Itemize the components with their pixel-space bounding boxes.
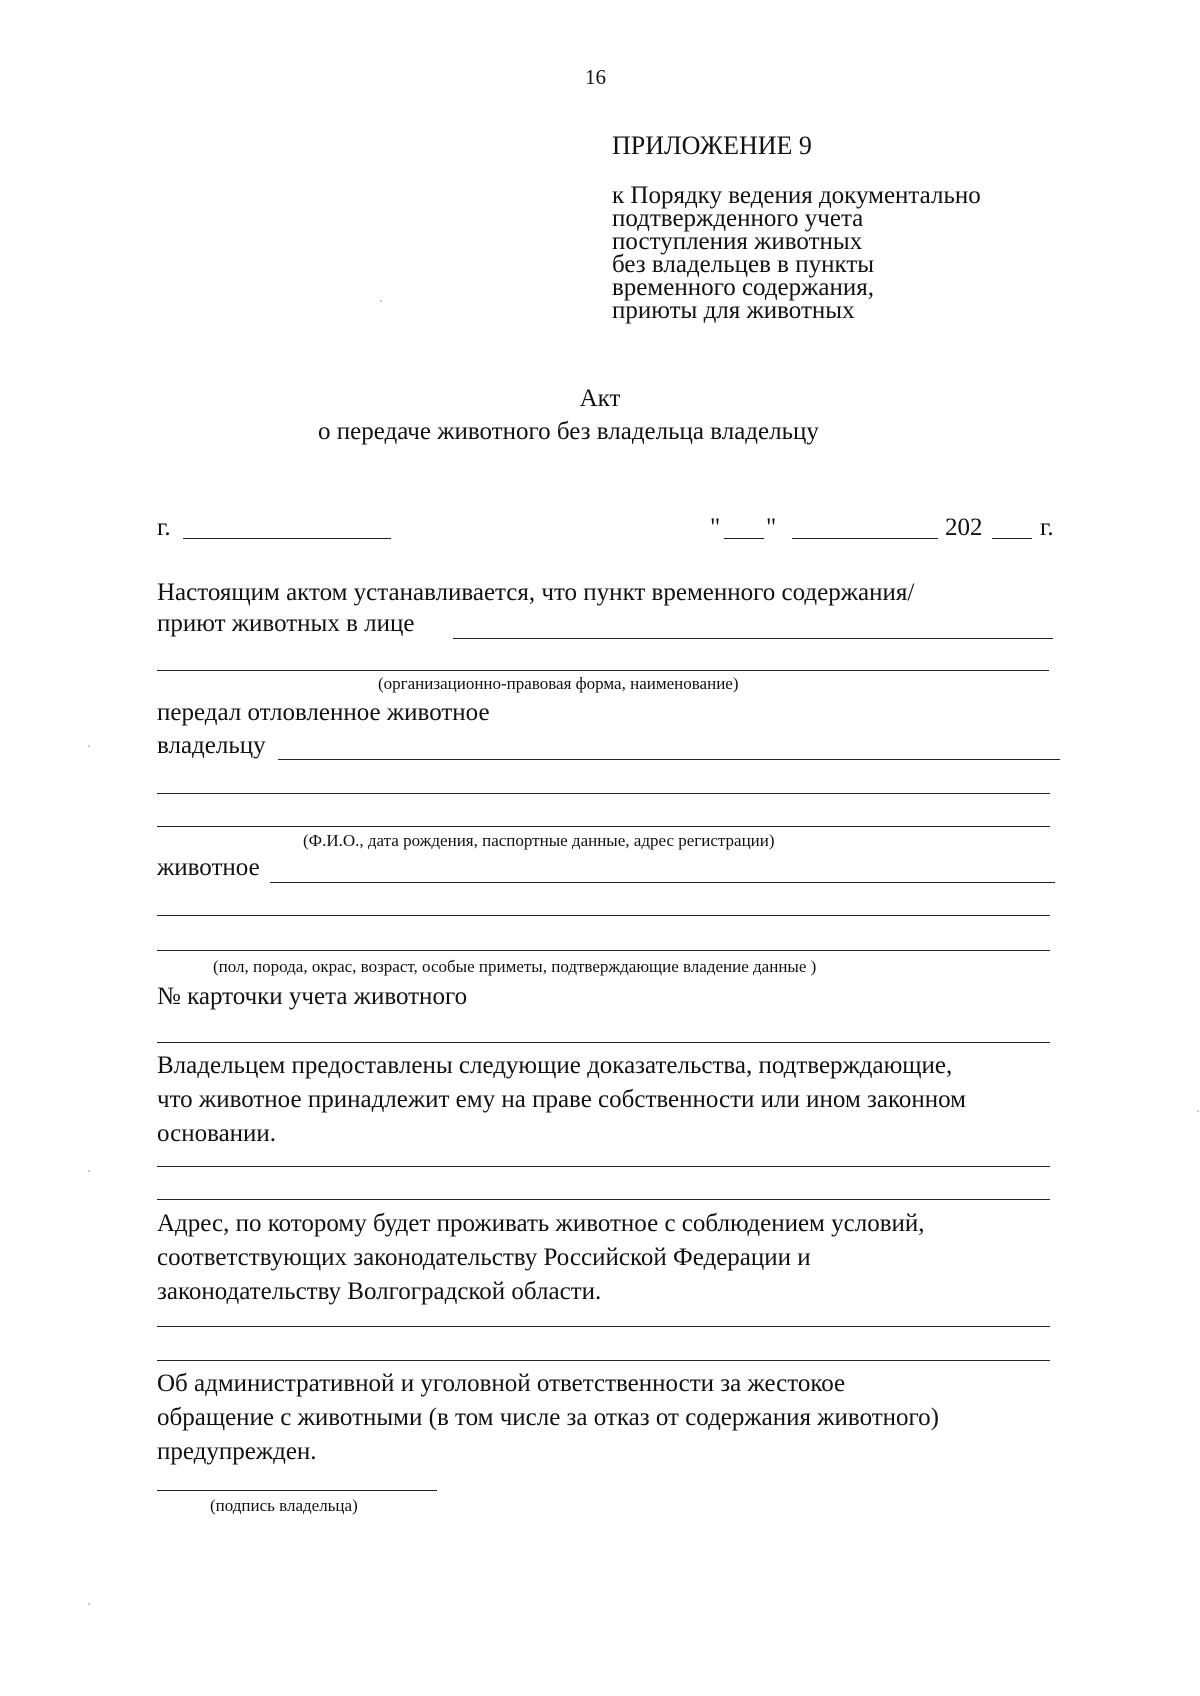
owner-label: владельцу: [157, 732, 266, 759]
intro-line-2: приют животных в лице: [157, 610, 415, 637]
scan-speck: [88, 1170, 90, 1172]
animal-caption: (пол, порода, окрас, возраст, особые приметы, подтверждающие владение данные ): [213, 957, 817, 976]
intro-line-1: Настоящим актом устанавливается, что пункт временного содержания/: [157, 579, 915, 606]
address-line: законодательству Волгоградской области.: [157, 1278, 602, 1305]
appendix-line: поступления животных: [612, 228, 863, 255]
warning-line: предупрежден.: [157, 1438, 317, 1465]
scan-speck: [380, 300, 382, 302]
card-number-label: № карточки учета животного: [157, 983, 468, 1010]
appendix-line: к Порядку ведения документально: [612, 182, 981, 209]
appendix-line: временного содержания,: [612, 274, 875, 301]
appendix-title: ПРИЛОЖЕНИЕ 9: [612, 131, 812, 160]
act-title: Акт: [579, 385, 621, 412]
owner-field-line[interactable]: [278, 759, 1060, 760]
warning-paragraph: [157, 1367, 939, 1469]
address-line: Адрес, по которому будет проживать животное с соблюдением условий,: [157, 1210, 925, 1237]
address-paragraph: [157, 1207, 925, 1309]
day-field-line[interactable]: [724, 538, 764, 539]
address-line: соответствующих законодательству Российской Федерации и: [157, 1244, 811, 1271]
date-quote-close: ": [766, 514, 777, 541]
year-suffix: г.: [1040, 514, 1054, 541]
card-number-field-line[interactable]: [157, 1042, 1050, 1043]
month-field-line[interactable]: [792, 538, 938, 539]
transferred-text: передал отловленное животное: [157, 699, 490, 726]
evidence-paragraph: [157, 1049, 966, 1151]
address-field-line[interactable]: [157, 1326, 1050, 1327]
appendix-line: подтвержденного учета: [612, 205, 864, 232]
page-number: 16: [585, 65, 606, 89]
year-field-line[interactable]: [992, 538, 1032, 539]
date-quote-open: ": [710, 514, 721, 541]
address-field-line-2[interactable]: [157, 1360, 1050, 1361]
scan-speck: [88, 1603, 90, 1605]
evidence-line: Владельцем предоставлены следующие доказательства, подтверждающие,: [157, 1052, 953, 1079]
act-subtitle: о передаче животного без владельца владельцу: [318, 418, 819, 445]
animal-label: животное: [157, 854, 260, 881]
scan-speck: [1197, 1110, 1199, 1112]
signature-field-line[interactable]: [157, 1490, 437, 1491]
appendix-description: [612, 184, 981, 322]
appendix-line: приюты для животных: [612, 297, 855, 324]
year-prefix: 202: [945, 514, 983, 541]
evidence-field-line[interactable]: [157, 1166, 1050, 1167]
signature-caption: (подпись владельца): [210, 1496, 358, 1515]
evidence-line: основании.: [157, 1120, 277, 1147]
city-prefix: г.: [157, 514, 171, 541]
owner-field-line-2[interactable]: [157, 793, 1050, 794]
warning-line: обращение с животными (в том числе за отказ от содержания животного): [157, 1404, 939, 1431]
animal-field-line-2[interactable]: [157, 915, 1050, 916]
city-field-line[interactable]: [183, 538, 391, 539]
organization-caption: (организационно-правовая форма, наименование): [378, 674, 739, 693]
owner-caption: (Ф.И.О., дата рождения, паспортные данные, адрес регистрации): [303, 831, 775, 850]
owner-field-line-3[interactable]: [157, 826, 1050, 827]
organization-field-line-2[interactable]: [157, 670, 1049, 671]
animal-field-line[interactable]: [270, 882, 1055, 883]
scan-speck: [88, 745, 90, 747]
organization-field-line[interactable]: [453, 638, 1053, 639]
warning-line: Об административной и уголовной ответственности за жестокое: [157, 1370, 846, 1397]
evidence-field-line-2[interactable]: [157, 1199, 1050, 1200]
evidence-line: что животное принадлежит ему на праве собственности или ином законном: [157, 1086, 966, 1113]
appendix-line: без владельцев в пункты: [612, 251, 875, 278]
animal-field-line-3[interactable]: [157, 950, 1050, 951]
